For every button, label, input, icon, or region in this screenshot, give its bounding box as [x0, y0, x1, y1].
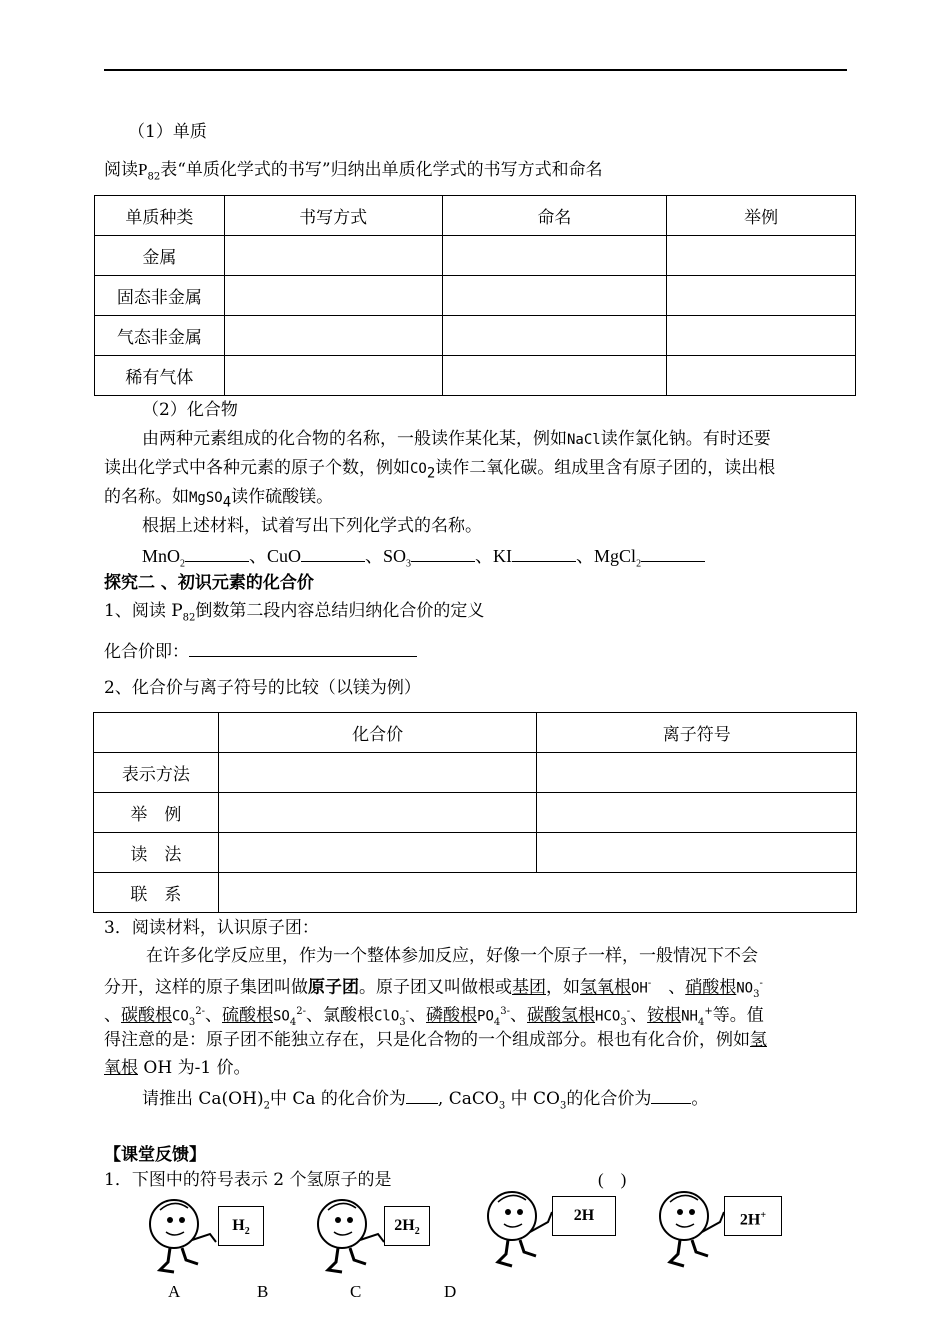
table1-header: 单质种类 — [95, 196, 225, 236]
symbol-card-c: 2H — [552, 1196, 616, 1236]
formula-answers: MnO$_2$ 、CuO 、$SO_3$ 、KI 、MgCl$_2$ — [142, 545, 705, 576]
table2-row-label: 联 系 — [94, 873, 219, 913]
option-a-label[interactable]: A — [168, 1282, 181, 1301]
table2-cell[interactable] — [218, 753, 537, 793]
table1-cell[interactable] — [442, 276, 667, 316]
table1-cell[interactable] — [667, 276, 856, 316]
answer-parentheses[interactable]: ( ) — [598, 1170, 627, 1189]
table1-cell[interactable] — [224, 236, 442, 276]
table1-row-label: 稀有气体 — [95, 356, 225, 396]
table2-row-label: 举 例 — [94, 793, 219, 833]
feedback-q1: 1．下图中的符号表示 2 个氢原子的是 — [104, 1170, 392, 1190]
symbol-card-d: 2H+ — [724, 1196, 782, 1236]
table2-row-label: 表示方法 — [94, 753, 219, 793]
section2-task: 根据上述材料，试着写出下列化学式的名称。 — [142, 516, 482, 536]
section1-instruction: 阅读$P_{82}$表“单质化学式的书写”归纳出单质化学式的书写方式和命名 — [104, 160, 603, 183]
valence-definition: 化合价即： — [104, 640, 417, 663]
formula-item: $SO_3$ — [383, 546, 412, 570]
definition-blank[interactable] — [189, 640, 417, 657]
option-b-label[interactable]: B — [257, 1282, 269, 1301]
table1-cell[interactable] — [667, 356, 856, 396]
section2-para-line1: 由两种元素组成的化合物的名称，一般读作某化某，例如NaCl读作氯化钠。有时还要 — [142, 429, 771, 449]
table2-row-label: 读 法 — [94, 833, 219, 873]
option-c-label[interactable]: C — [350, 1282, 362, 1301]
table2-cell[interactable] — [218, 833, 537, 873]
table1-header: 命名 — [442, 196, 667, 236]
table1-header: 举例 — [667, 196, 856, 236]
reading-line2: 分开，这样的原子集团叫做原子团。原子团又叫做根或基团，如氢氧根OH- 、硝酸根$NO_3^-$ — [104, 977, 763, 1001]
option-d-label[interactable]: D — [444, 1282, 457, 1301]
section1-heading: （1）单质 — [128, 122, 207, 142]
valence-comparison-table — [93, 712, 857, 913]
answer-blank[interactable] — [641, 545, 705, 562]
table1-cell[interactable] — [224, 356, 442, 396]
table2-cell[interactable] — [537, 793, 857, 833]
table1-row-label: 金属 — [95, 236, 225, 276]
section2-heading: （2）化合物 — [142, 400, 238, 420]
table1-header: 书写方式 — [224, 196, 442, 236]
table2-cell[interactable] — [537, 833, 857, 873]
answer-blank[interactable] — [185, 545, 249, 562]
symbol-card-b: $2H_2$ — [384, 1206, 430, 1246]
header-rule — [104, 69, 847, 71]
answer-blank[interactable] — [406, 1087, 438, 1104]
answer-blank[interactable] — [411, 545, 475, 562]
table2-cell[interactable] — [218, 793, 537, 833]
reading-line4: 得注意的是：原子团不能独立存在，只是化合物的一个组成部分。根也有化合价，例如氢 — [104, 1030, 767, 1050]
valence-question: 请推出 $Ca(OH)_2$中 Ca 的化合价为 , CaCO$_3$ 中 $CO_3$的化合价为 。 — [142, 1089, 709, 1112]
answer-blank[interactable] — [512, 545, 576, 562]
table2-cell[interactable] — [537, 753, 857, 793]
table2-cell[interactable] — [218, 873, 856, 913]
reading-line1: 在许多化学反应里，作为一个整体参加反应，好像一个原子一样，一般情况下不会 — [146, 946, 758, 966]
formula-item: KI — [493, 546, 513, 566]
section2-para-line3: 的名称。如MgSO$_4$读作硫酸镁。 — [104, 487, 334, 511]
table1-row-label: 气态非金属 — [95, 316, 225, 356]
elemental-substance-table — [94, 195, 856, 396]
table1-cell[interactable] — [442, 236, 667, 276]
table1-cell[interactable] — [667, 236, 856, 276]
formula-item: MnO$_2$ — [142, 546, 186, 570]
reading-title: 3．阅读材料，认识原子团： — [104, 918, 319, 938]
table1-cell[interactable] — [667, 316, 856, 356]
symbol-card-a: $H_2$ — [218, 1206, 264, 1246]
explore2-title: 探究二 、初识元素的化合价 — [104, 573, 314, 593]
answer-blank[interactable] — [301, 545, 365, 562]
reading-line3: 、碳酸根$CO_3^{2-}$、硫酸根$SO_4^{2-}$、氯酸根ClO$_3$-、磷酸根$PO_4^{3-}$、碳酸氢根$HCO_3^-$、铵根$NH_4^+$等。值 — [104, 1005, 764, 1029]
feedback-title: 【课堂反馈】 — [104, 1145, 206, 1165]
formula-item: MgCl$_2$ — [594, 546, 642, 570]
table1-cell[interactable] — [224, 316, 442, 356]
section2-para-line2: 读出化学式中各种元素的原子个数，例如$CO_2$读作二氧化碳。组成里含有原子团的，读出根 — [104, 458, 776, 482]
table2-header: 离子符号 — [537, 713, 857, 753]
formula-item: CuO — [267, 546, 302, 566]
table1-row-label: 固态非金属 — [95, 276, 225, 316]
table1-cell[interactable] — [442, 316, 667, 356]
table2-header: 化合价 — [218, 713, 537, 753]
explore2-q1: 1、阅读 $P_{82}$倒数第二段内容总结归纳化合价的定义 — [104, 601, 485, 624]
table1-cell[interactable] — [224, 276, 442, 316]
table1-cell[interactable] — [442, 356, 667, 396]
reading-line5: 氧根 OH 为-1 价。 — [104, 1058, 251, 1078]
table2-header — [94, 713, 219, 753]
answer-blank[interactable] — [651, 1087, 691, 1104]
explore2-q2: 2、化合价与离子符号的比较（以镁为例） — [104, 678, 421, 698]
